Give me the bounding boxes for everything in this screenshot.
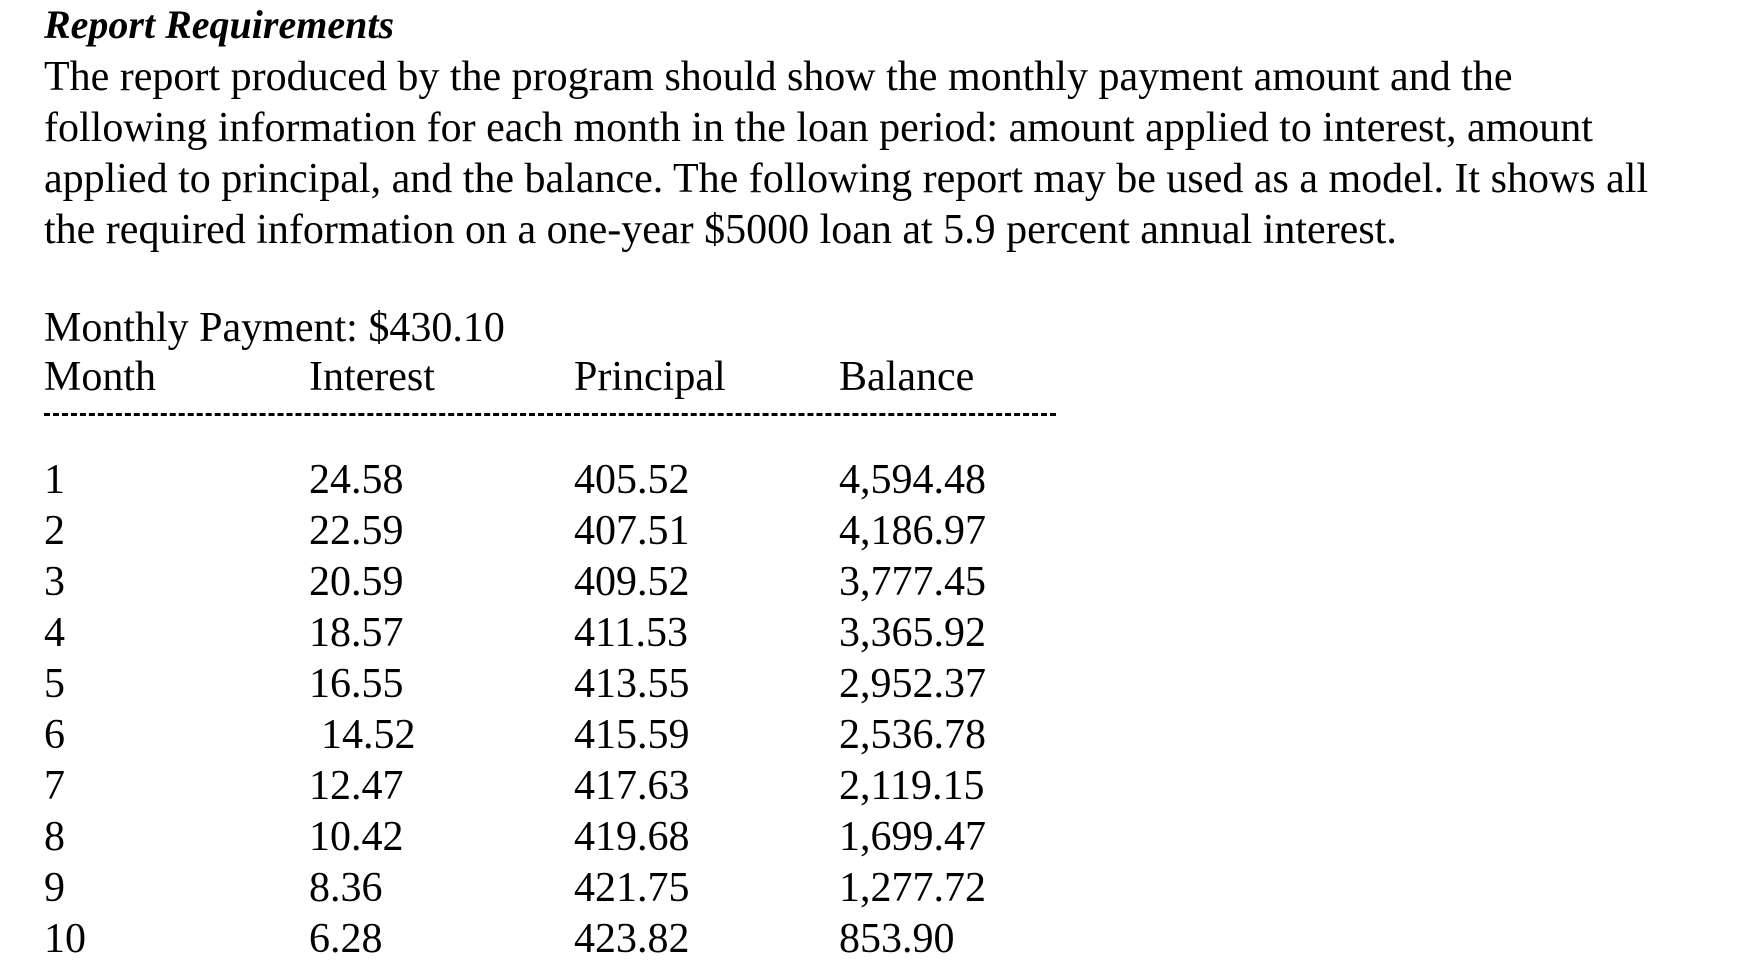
paragraph-line: The report produced by the program should show the monthly payment amount and the [44,54,1513,100]
table-row [0,761,1100,812]
cell-interest: 20.59 [309,559,404,605]
cell-month: 5 [44,661,65,707]
cell-month: 8 [44,814,65,860]
cell-balance: 2,952.37 [839,661,986,707]
cell-interest: 10.42 [309,814,404,860]
cell-principal: 421.75 [574,865,690,911]
cell-balance: 853.90 [839,916,955,962]
column-header-interest: Interest [309,354,435,400]
table-divider [44,413,1056,416]
cell-interest: 12.47 [309,763,404,809]
column-header-month: Month [44,354,157,400]
cell-interest: 16.55 [309,661,404,707]
table-row [0,659,1100,710]
cell-interest: 22.59 [309,508,404,554]
cell-interest: 8.36 [309,865,383,911]
cell-balance: 2,119.15 [839,763,985,809]
table-row [0,863,1100,914]
cell-month: 6 [44,712,65,758]
cell-balance: 4,186.97 [839,508,986,554]
report-heading: Report Requirements [44,2,395,47]
column-header-principal: Principal [574,354,726,400]
description-paragraph [44,52,1740,256]
cell-balance: 4,594.48 [839,457,986,503]
cell-month: 1 [44,457,65,503]
paragraph-line: applied to principal, and the balance. The following report may be used as a model. It shows all [44,156,1649,202]
monthly-payment-label: Monthly Payment: $430.10 [44,305,505,351]
cell-principal: 419.68 [574,814,690,860]
cell-interest: 18.57 [309,610,404,656]
cell-balance: 2,536.78 [839,712,986,758]
cell-balance: 1,277.72 [839,865,986,911]
cell-principal: 413.55 [574,661,690,707]
cell-month: 4 [44,610,65,656]
paragraph-line: following information for each month in the loan period: amount applied to interest, amount [44,105,1593,151]
cell-balance: 3,777.45 [839,559,986,605]
cell-month: 3 [44,559,65,605]
cell-month: 9 [44,865,65,911]
cell-month: 2 [44,508,65,554]
cell-principal: 411.53 [574,610,688,656]
cell-principal: 407.51 [574,508,690,554]
table-row [0,914,1100,965]
cell-balance: 1,699.47 [839,814,986,860]
cell-interest: 24.58 [309,457,404,503]
cell-interest: 6.28 [309,916,383,962]
cell-month: 10 [44,916,86,962]
cell-principal: 405.52 [574,457,690,503]
table-row [0,455,1100,506]
column-header-balance: Balance [839,354,975,400]
amortization-table [0,455,1100,965]
cell-interest: 14.52 [321,712,416,758]
cell-balance: 3,365.92 [839,610,986,656]
table-row [0,506,1100,557]
cell-principal: 417.63 [574,763,690,809]
table-row [0,608,1100,659]
table-row [0,812,1100,863]
table-row [0,710,1100,761]
paragraph-line: the required information on a one-year $5000 loan at 5.9 percent annual interest. [44,207,1397,253]
cell-principal: 409.52 [574,559,690,605]
cell-principal: 415.59 [574,712,690,758]
cell-principal: 423.82 [574,916,690,962]
table-row [0,557,1100,608]
cell-month: 7 [44,763,65,809]
